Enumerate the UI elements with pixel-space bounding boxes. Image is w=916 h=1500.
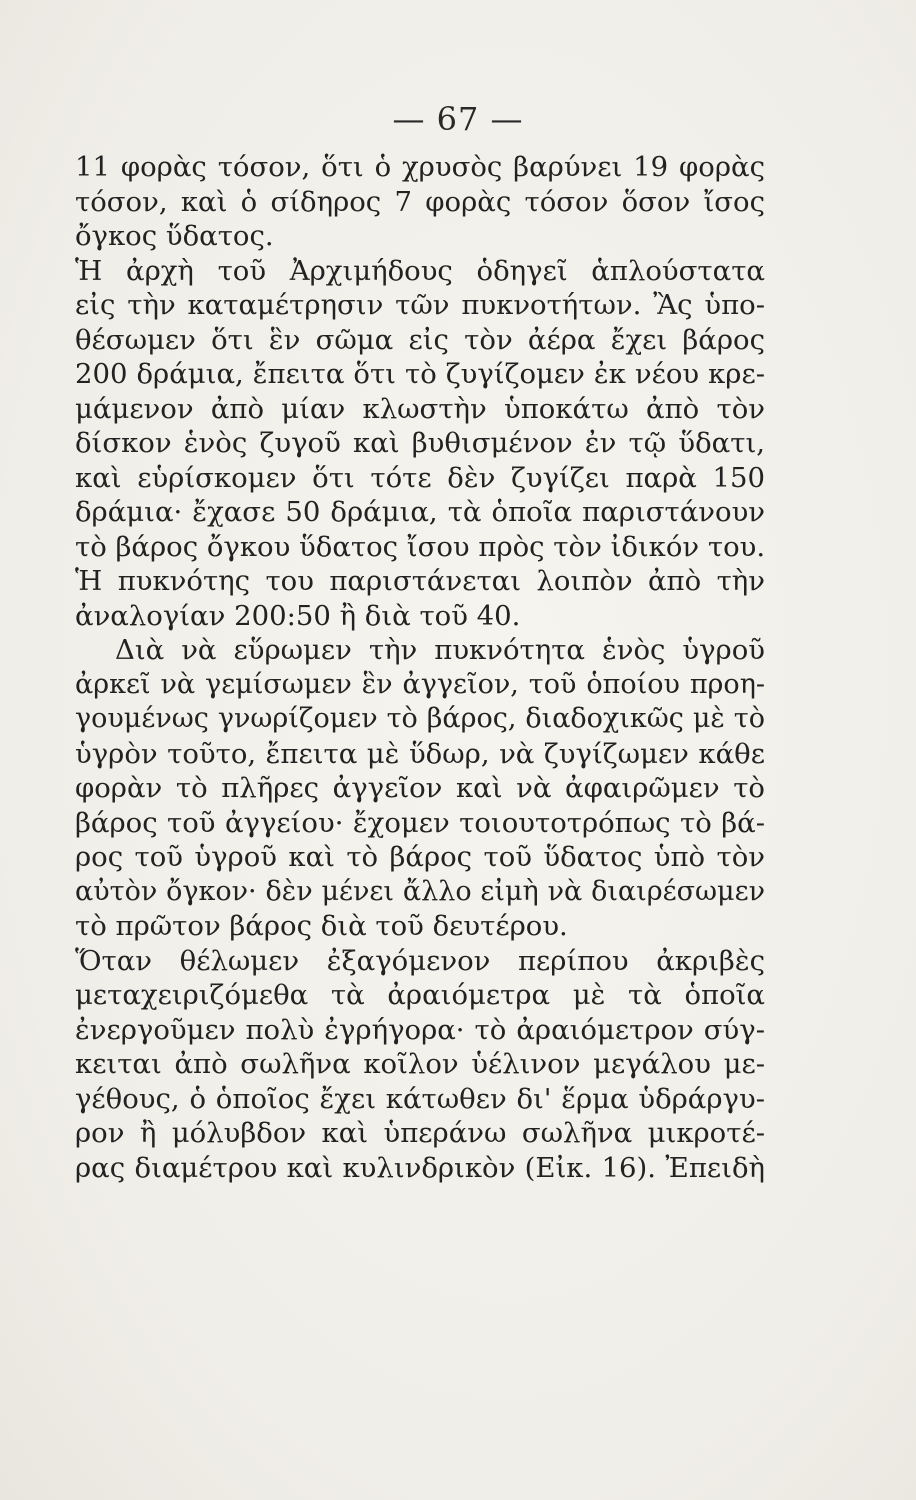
- text-line: ὑγρὸν τοῦτο, ἔπειτα μὲ ὕδωρ, νὰ ζυγίζωμεν κάθε: [75, 737, 765, 770]
- text-line: φορὰν τὸ πλῆρες ἀγγεῖον καὶ νὰ ἀφαιρῶμεν τὸ: [75, 772, 765, 804]
- text-line: 11 φορὰς τόσον, ὅτι ὁ χρυσὸς βαρύνει 19 φορὰς: [75, 151, 765, 183]
- text-line: ἀρκεῖ νὰ γεμίσωμεν ἓν ἀγγεῖον, τοῦ ὁποίου προη-: [75, 668, 765, 700]
- body-text: [75, 150, 765, 1185]
- text-line: δίσκον ἑνὸς ζυγοῦ καὶ βυθισμένον ἐν τῷ ὕδατι,: [75, 427, 765, 459]
- text-line: τόσον, καὶ ὁ σίδηρος 7 φορὰς τόσον ὅσον ἴσος: [75, 185, 765, 218]
- text-line: ρον ἢ μόλυβδον καὶ ὑπεράνω σωλῆνα μικροτέ-: [75, 1117, 765, 1149]
- text-line: Διὰ νὰ εὕρωμεν τὴν πυκνότητα ἑνὸς ὑγροῦ: [115, 634, 765, 666]
- text-line: γουμένως γνωρίζομεν τὸ βάρος, διαδοχικῶς μὲ τὸ: [75, 703, 765, 734]
- text-line: Ἡ πυκνότης του παριστάνεται λοιπὸν ἀπὸ τὴν: [75, 565, 765, 597]
- text-line: ἐνεργοῦμεν πολὺ ἐγρήγορα· τὸ ἀραιόμετρον σύγ-: [75, 1013, 765, 1046]
- page-number: — 67 —: [392, 100, 524, 138]
- text-line: ρος τοῦ ὑγροῦ καὶ τὸ βάρος τοῦ ὕδατος ὑπὸ τὸν: [75, 841, 765, 873]
- text-line: ἀναλογίαν 200:50 ἢ διὰ τοῦ 40.: [75, 599, 521, 632]
- text-line: θέσωμεν ὅτι ἓν σῶμα εἰς τὸν ἀέρα ἔχει βάρος: [75, 323, 765, 356]
- text-line: ὄγκος ὕδατος.: [75, 220, 274, 252]
- text-line: γέθους, ὁ ὁποῖος ἔχει κάτωθεν δι' ἕρμα ὑδράργυ-: [75, 1082, 765, 1115]
- text-line: τὸ βάρος ὄγκου ὕδατος ἴσου πρὸς τὸν ἰδικόν του.: [75, 530, 765, 563]
- text-line: ρας διαμέτρου καὶ κυλινδρικὸν (Εἰκ. 16). Ἐπειδὴ: [75, 1151, 765, 1184]
- text-line: τὸ πρῶτον βάρος διὰ τοῦ δευτέρου.: [75, 910, 568, 942]
- text-line: εἰς τὴν καταμέτρησιν τῶν πυκνοτήτων. Ἂς ὑπο-: [75, 289, 765, 321]
- text-line: δράμια· ἔχασε 50 δράμια, τὰ ὁποῖα παριστάνουν: [75, 496, 765, 528]
- text-line: αὐτὸν ὄγκον· δὲν μένει ἄλλο εἰμὴ νὰ διαιρέσωμεν: [75, 875, 765, 907]
- text-line: βάρος τοῦ ἀγγείου· ἔχομεν τοιουτοτρόπως τὸ βά-: [75, 806, 765, 839]
- text-line: Ὅταν θέλωμεν ἐξαγόμενον περίπου ἀκριβὲς: [75, 944, 765, 977]
- text-line: καὶ εὑρίσκομεν ὅτι τότε δὲν ζυγίζει παρὰ 150: [75, 461, 765, 494]
- text-line: μεταχειριζόμεθα τὰ ἀραιόμετρα μὲ τὰ ὁποῖα: [75, 979, 765, 1011]
- text-line: Ἡ ἀρχὴ τοῦ Ἀρχιμήδους ὁδηγεῖ ἁπλούστατα: [75, 254, 765, 287]
- text-line: μάμενον ἀπὸ μίαν κλωστὴν ὑποκάτω ἀπὸ τὸν: [75, 392, 765, 425]
- text-line: κειται ἀπὸ σωλῆνα κοῖλον ὑέλινον μεγάλου με-: [75, 1048, 765, 1080]
- text-line: 200 δράμια, ἔπειτα ὅτι τὸ ζυγίζομεν ἐκ νέου κρε-: [75, 358, 765, 390]
